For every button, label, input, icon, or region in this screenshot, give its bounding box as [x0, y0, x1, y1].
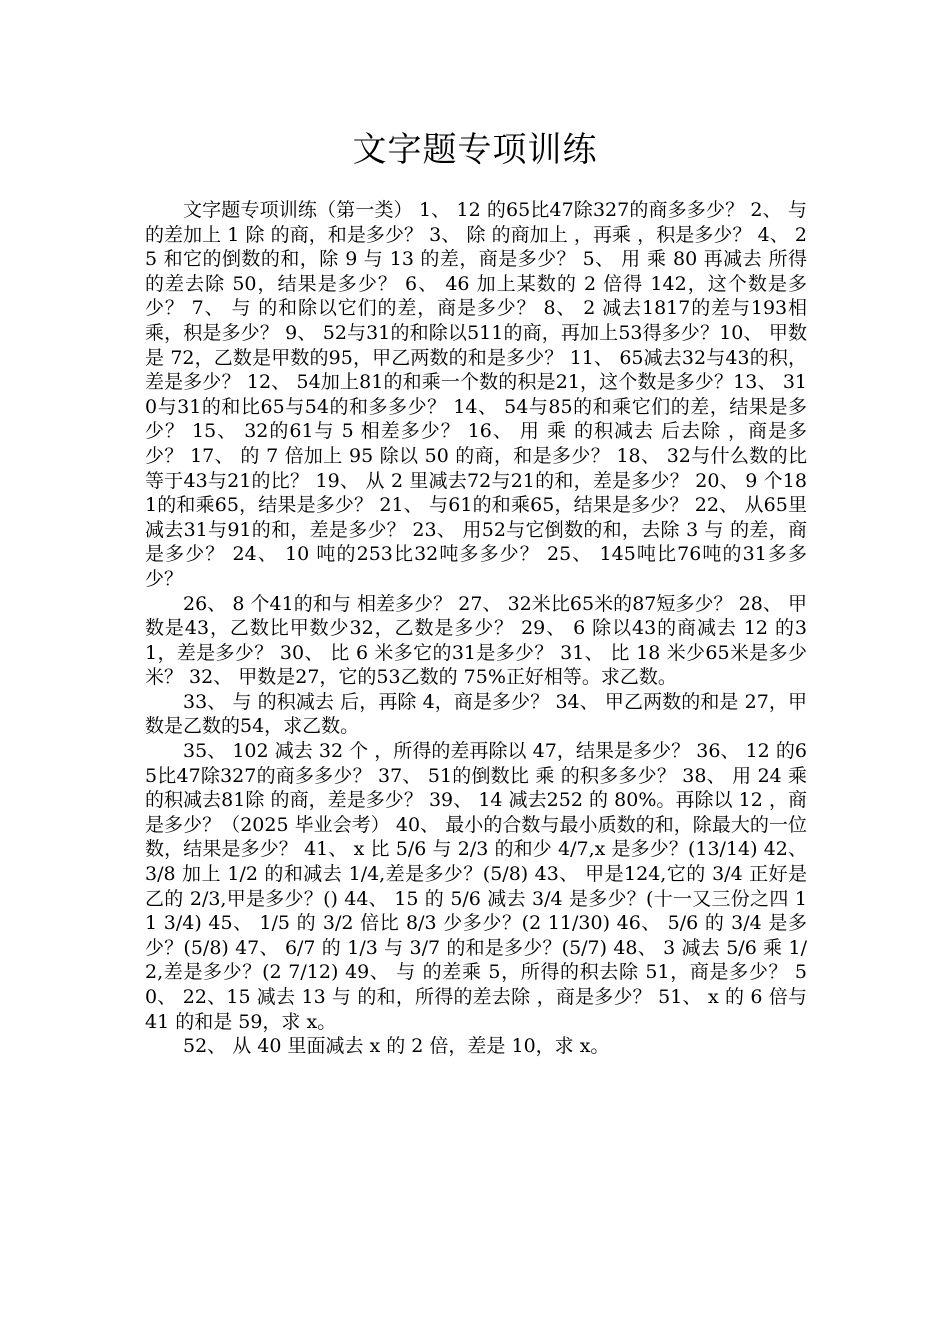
paragraph-4: 35、 102 减去 32 个 ，所得的差再除以 47，结果是多少？ 36、 12 的65比47除327的商多多少？ 37、 51的倒数比 乘 的积多多少？ 38、 用 24 乘 的积减去81除 的商，差是多少？ 39、 14 减去252 的 80%。再除以 12 ，商是多少？（2025 毕业会考） 40、 最小的合数与最小质数的和，除最大的一位数，结果是多少？ 41、 x 比 5/6 与 2/3 的和少 4/7,x 是多少？(13/14) 42、 3/8 加上 1/2 的和减去 1/4,差是多少？(5/8) 43、 甲是124,它的 3/4 正好是乙的 2/3,甲是多少？() 44、 15 的 5/6 减去 3/4 是多少？(十一又三份之四 11 3/4) 45、 1/5 的 3/2 倍比 8/3 少多少？(2 11/30) 46、 5/6 的 3/4 是多少？(5/8) 47、 6/7 的 1/3 与 3/7 的和是多少？(5/7) 48、 3 减去 5/6 乘 1/2,差是多少？(2 7/12) 49、 与 的差乘 5，所得的积去除 51，商是多少？ 50、 22、15 减去 13 与 的和，所得的差去除 ，商是多少？ 51、 x 的 6 倍与 41 的和是 59，求 x。 — [145, 740, 807, 1033]
paragraph-3: 33、 与 的积减去 后，再除 4，商是多少？ 34、 甲乙两数的和是 27，甲数是乙数的54，求乙数。 — [145, 690, 807, 738]
page-title: 文字题专项训练 — [352, 130, 598, 170]
paragraph-5: 52、 从 40 里面减去 x 的 2 倍，差是 10，求 x。 — [183, 1035, 610, 1058]
paragraph-1: 文字题专项训练（第一类） 1、 12 的65比47除327的商多多少？ 2、 与 的差加上 1 除 的商，和是多少？ 3、 除 的商加上 ，再乘 ，积是多少？ 4、 25 和它的倒数的和，除 9 与 13 的差，商是多少？ 5、 用 乘 80 再减去 所得的差去除 50，结果是多少？ 6、 46 加上某数的 2 倍得 142，这个数是多少？ 7、 与 的和除以它们的差，商是多少？ 8、 2 减去1817的差与193相乘，积是多少？ 9、 52与31的和除以511的商，再加上53得多少？10、 甲数是 72，乙数是甲数的95，甲乙两数的和是多少？ 11、 65减去32与43的积，差是多少？ 12、 54加上81的和乘一个数的积是21，这个数是多少？13、 310与31的和比65与54的和多多少？ 14、 54与85的和乘它们的差，结果是多少？ 15、 32的61与 5 相差多少？ 16、 用 乘 的积减去 后去除 ，商是多少？ 17、 的 7 倍加上 95 除以 50 的商，和是多少？ 18、 32与什么数的比等于43与21的比？ 19、 从 2 里减去72与21的和，差是多少？ 20、 9 个181的和乘65，结果是多少？ 21、 与61的和乘65，结果是多少？ 22、 从65里减去31与91的和，差是多少？ 23、 用52与它倒数的和，去除 3 与 的差，商是多少？ 24、 10 吨的253比32吨多多少？ 25、 145吨比76吨的31多多少？ — [145, 199, 807, 590]
document-body — [145, 198, 807, 1059]
paragraph-2: 26、 8 个41的和与 相差多少？ 27、 32米比65米的87短多少？ 28、 甲数是43，乙数比甲数少32，乙数是多少？ 29、 6 除以43的商减去 12 的31，差是多少？ 30、 比 6 米多它的31是多少？ 31、 比 18 米少65米是多少米？ 32、 甲数是27，它的53乙数的 75%正好相等。求乙数。 — [145, 592, 807, 689]
